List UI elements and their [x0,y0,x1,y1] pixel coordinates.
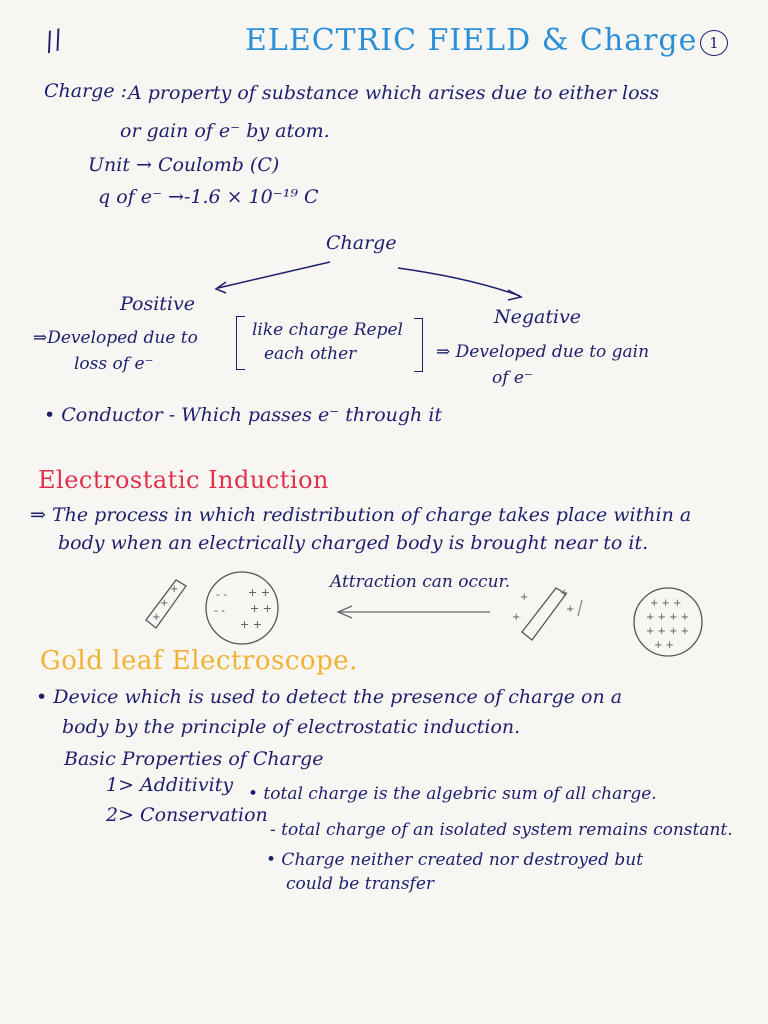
charged-rod-right [512,588,582,640]
induction-line1: ⇒ The process in which redistribution of charge takes place within a [30,504,692,526]
positive-desc-line1: ⇒Developed due to [33,328,198,348]
charge-definition-line2: or gain of e⁻ by atom. [120,120,330,142]
svg-text:+: + [152,612,161,623]
arrow-to-positive [218,262,330,288]
property-additivity-label: 1> Additivity [106,774,234,796]
svg-text:+: + [566,604,575,615]
tree-root-charge: Charge [326,232,397,254]
svg-text:+ +: + + [654,640,674,651]
induction-heading: Electrostatic Induction [38,466,329,494]
like-charges-repel: like charge Repel [252,320,403,340]
tree-positive: Positive [120,293,195,315]
svg-text:+ +: + + [250,602,272,615]
conductor-line: • Conductor - Which passes e⁻ through it [44,404,443,426]
electroscope-heading: Gold leaf Electroscope. [40,646,358,676]
svg-text:+ + + +: + + + + [646,626,690,637]
property-conservation-text: - total charge of an isolated system remains constant. [270,820,733,840]
attraction-arrow [338,606,490,618]
electroscope-line2: body by the principle of electrostatic induction. [62,716,521,738]
charge-label: Charge : [44,80,128,102]
electroscope-line1: • Device which is used to detect the presence of charge on a [36,686,623,708]
svg-text:+ +: + + [240,618,262,631]
svg-text:+: + [160,598,169,609]
svg-text:+ + +: + + + [650,598,682,609]
tree-negative: Negative [494,306,582,328]
charged-sphere-right [634,588,702,656]
properties-heading: Basic Properties of Charge [64,748,324,770]
tree-arrows [216,262,521,300]
svg-text:+: + [520,592,529,603]
property-conservation-text2: • Charge neither created nor destroyed but [266,850,644,870]
arrow-to-negative [398,268,520,296]
neutral-sphere-left [206,572,278,644]
svg-text:+: + [512,612,521,623]
each-other: each other [264,344,357,364]
page-title: ELECTRIC FIELD & Charge [245,23,698,58]
svg-text:- -: - - [216,588,227,601]
svg-text:+: + [560,588,569,599]
page-number: 1 [700,30,728,56]
positive-desc-line2: loss of e⁻ [74,354,154,374]
property-conservation-label: 2> Conservation [106,804,268,826]
unit-line: Unit → Coulomb (C) [88,154,280,176]
svg-text:- -: - - [214,604,225,617]
negative-desc-line2: of e⁻ [492,368,533,388]
svg-text:+: + [170,584,179,595]
attraction-text: Attraction can occur. [330,572,511,592]
charge-of-electron: q of e⁻ →-1.6 × 10⁻¹⁹ C [98,186,319,208]
induction-line2: body when an electrically charged body is brought near to it. [58,532,649,554]
charged-rod-left [146,580,186,628]
charge-definition-line1: A property of substance which arises due to either loss [128,82,660,104]
property-conservation-text3: could be transfer [286,874,435,894]
negative-desc-line1: ⇒ Developed due to gain [436,342,650,362]
svg-text:+ +: + + [248,586,270,599]
svg-text:+ + + +: + + + + [646,612,690,623]
property-additivity-text: • total charge is the algebric sum of all charge. [248,784,657,804]
corner-mark: // [41,24,67,58]
